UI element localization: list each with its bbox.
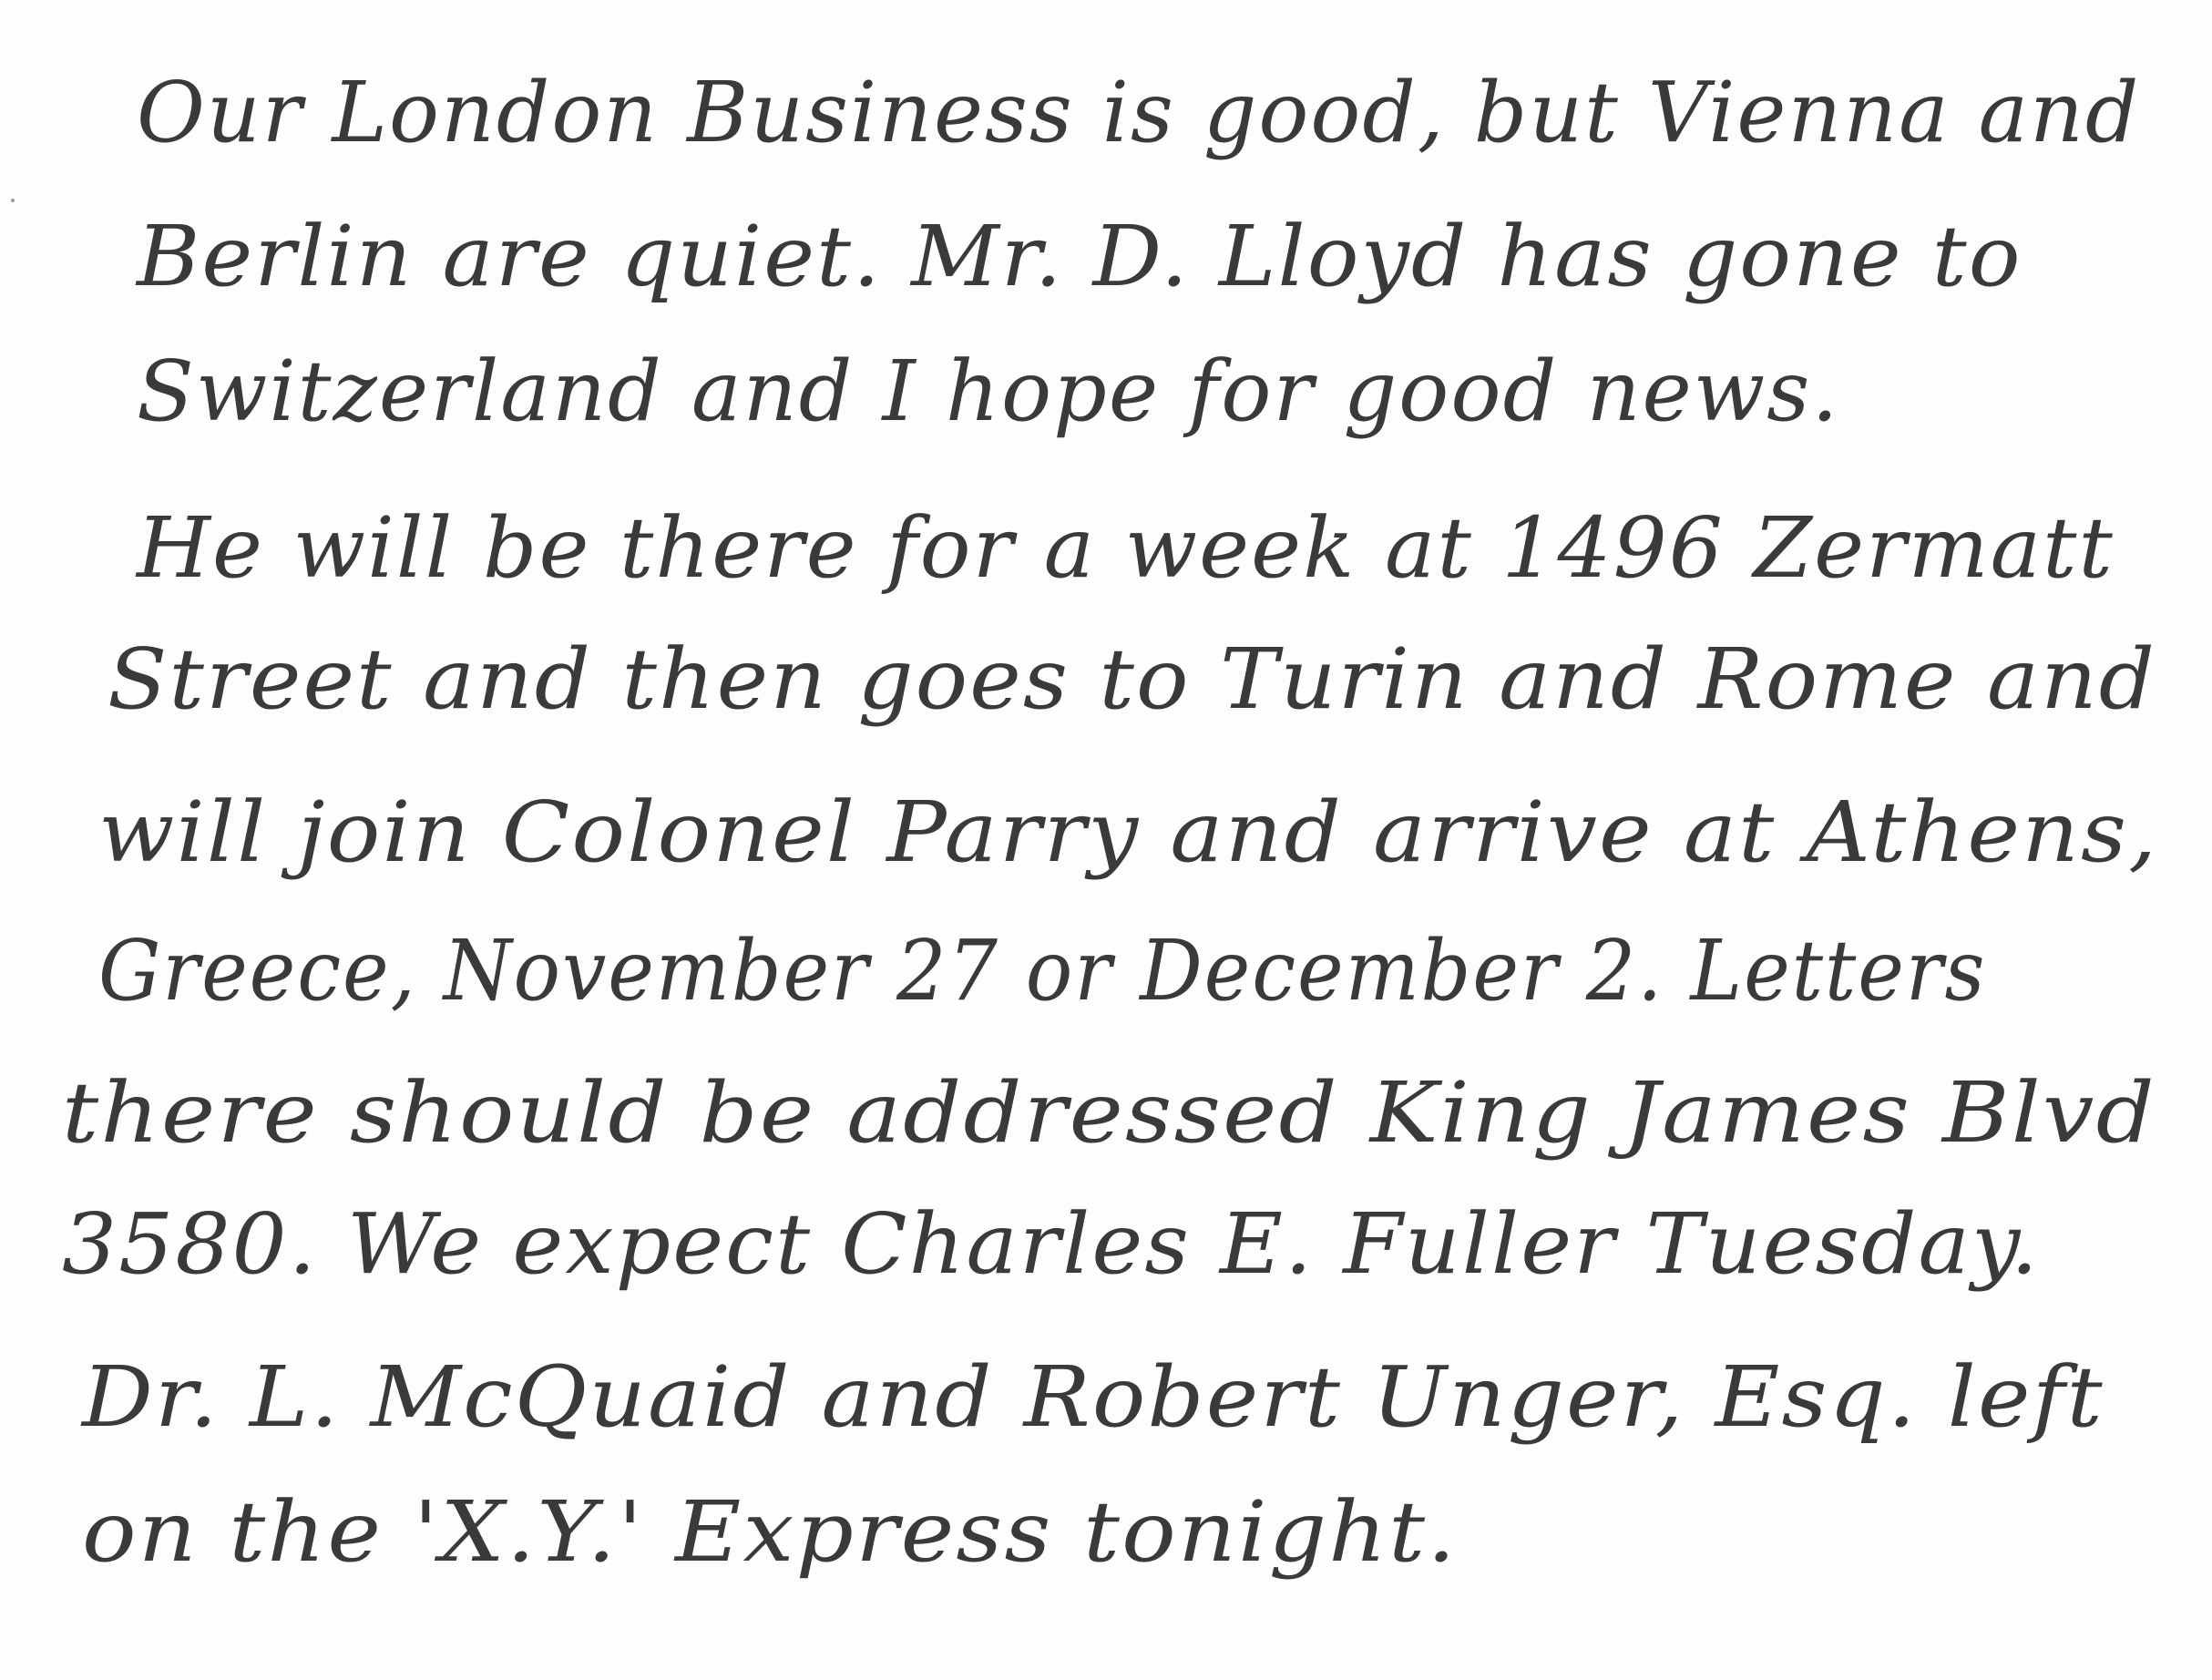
handwritten-line-1: Our London Business is good, but Vienna and [137, 64, 2141, 161]
handwritten-line-4: He will be there for a week at 1496 Zermatt [137, 499, 2115, 597]
handwritten-line-2: Berlin are quiet. Mr. D. Lloyd has gone to [137, 208, 2023, 305]
handwritten-line-3: Switzerland and I hope for good news. [137, 343, 1840, 440]
handwritten-line-11: on the 'X.Y.' Express tonight. [82, 1483, 1458, 1581]
handwritten-line-6: will join Colonel Parry and arrive at Athens, [98, 784, 2159, 881]
handwritten-line-5: Street and then goes to Turin and Rome and [108, 630, 2157, 728]
handwritten-line-9: 3580. We expect Charles E. Fuller Tuesday. [62, 1195, 2040, 1293]
handwritten-line-7: Greece, November 27 or December 2. Letters [98, 922, 1987, 1019]
handwritten-line-8: there should be addressed King James Blvd [62, 1064, 2156, 1162]
ink-speck [11, 199, 15, 202]
handwritten-line-10: Dr. L. McQuaid and Robert Unger, Esq. left [82, 1348, 2104, 1446]
